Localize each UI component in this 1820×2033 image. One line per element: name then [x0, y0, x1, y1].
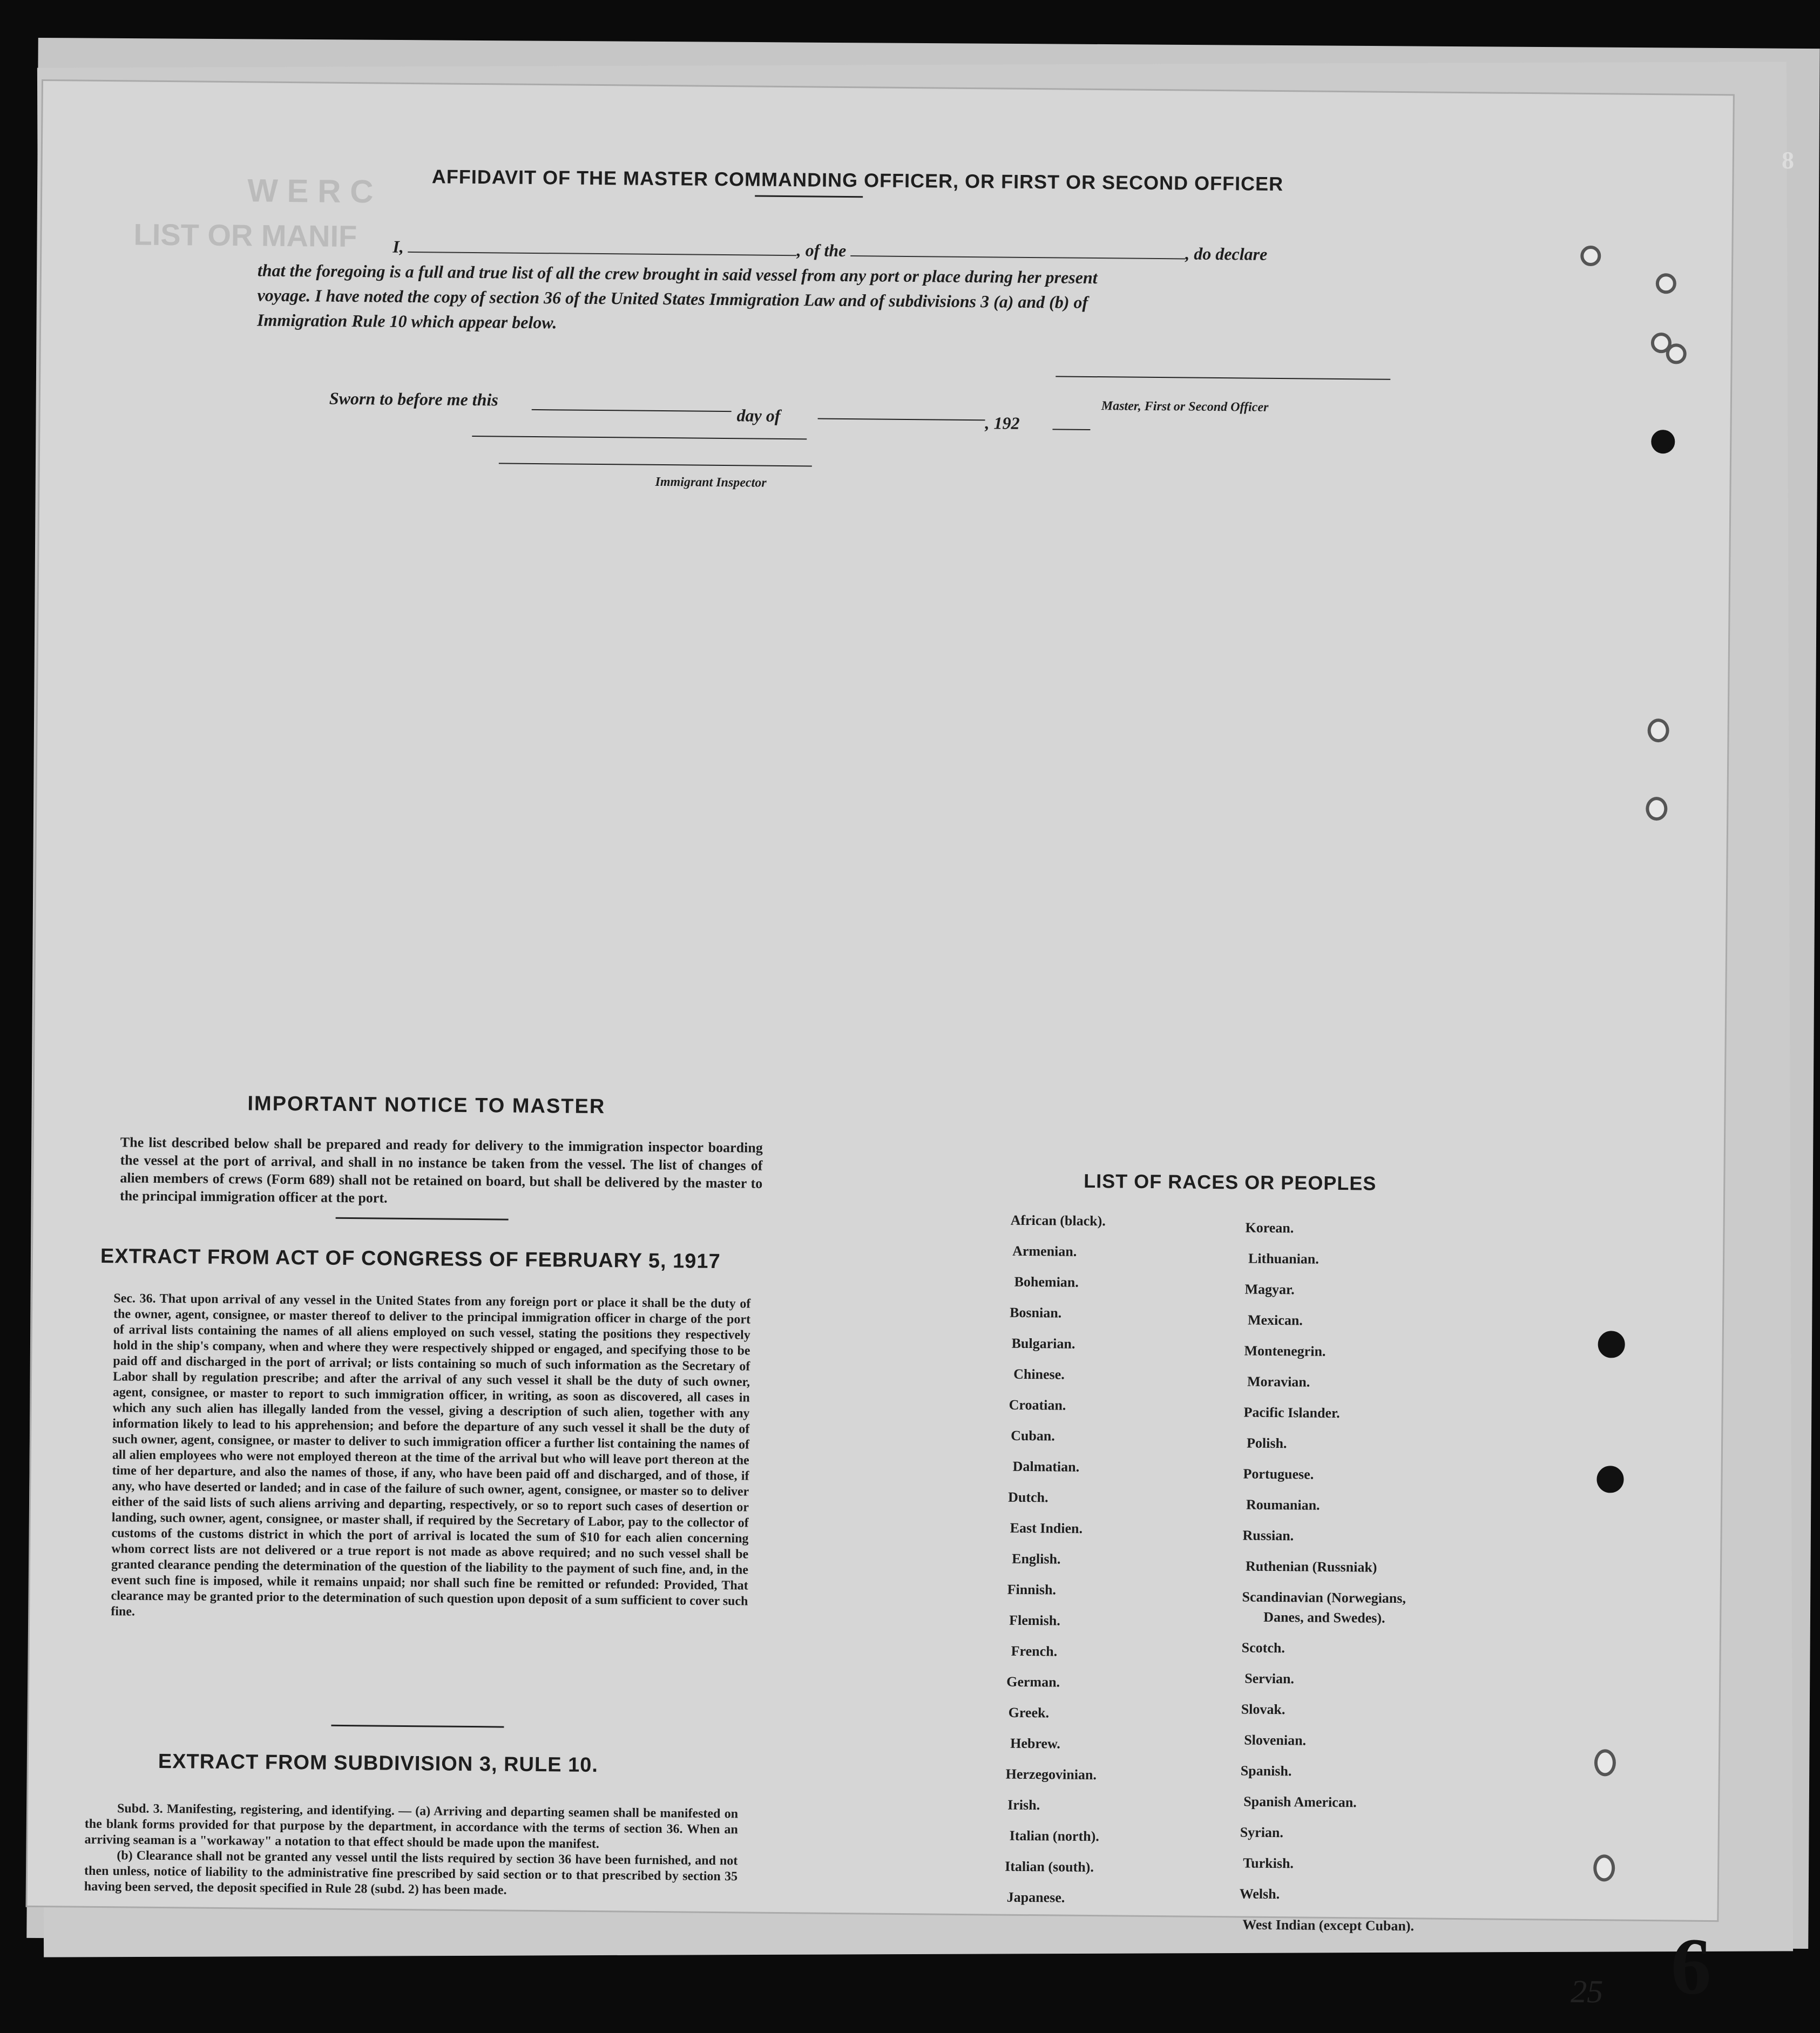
- inspector-signature-line: [472, 436, 807, 439]
- corner-number: 8: [1782, 146, 1794, 174]
- punch-hole: [1651, 430, 1675, 453]
- inspector-caption: Immigrant Inspector: [655, 475, 767, 490]
- race-item: Irish.: [1007, 1797, 1040, 1813]
- day-blank: [532, 409, 732, 412]
- punch-hole: [1666, 343, 1687, 364]
- handwritten-number: 25: [1570, 1973, 1604, 2010]
- year-blank: [1052, 429, 1090, 430]
- affidavit-title: AFFIDAVIT OF THE MASTER COMMANDING OFFICER, OR FIRST OR SECOND OFFICER: [431, 165, 1284, 195]
- punch-hole: [1594, 1749, 1616, 1776]
- act-extract-body: Sec. 36. That upon arrival of any vessel in the United States from any foreign port or place it shall be the duty of the owner, agent, consignee, or master thereof to deliver to the principal immigration officer in charge of the port of arrival lists containing the names of all aliens employed on such vessel, stating the positions they respectively hold in the ship's company, when and where they were respectively shipped or engaged, and specifying those to be paid off and discharged in the port of arrival; or lists containing so much of such information as the Secretary of Labor shall by regulation prescribe; and after the arrival of any such vessel it shall be the duty of such owner, agent, consignee, or master to report to such immigration officer, in writing, as soon as discovered, all cases in which any such alien has illegally landed from the vessel, giving a description of such alien, together with any information likely to lead to his apprehension; and before the departure of any such vessel it shall be the duty of such owner, agent, consignee, or master to deliver to such immigration officer a further list containing the names of all alien employees who were not employed thereon at the time of the arrival but who will leave port thereon at the time of her departure, and also the names of those, if any, who have been paid off and discharged, and of those, if any, who have deserted or landed; and in case of the failure of such owner, agent, consignee, or master so to deliver either of the said lists of such aliens arriving and departing, respectively, or so to report such cases of desertion or landing, such owner, agent, consignee, or master shall, if required by the Secretary of Labor, pay to the collector of customs of the customs district in which the port of arrival is located the sum of $10 for each alien concerning whom correct lists are not delivered or a true report is not made as above required; and no such vessel shall be granted clearance pending the determination of the question of the liability to the payment of such fine, and, in the event such fine is imposed, while it remains unpaid; nor shall such fine be remitted or refunded: Provided, That clearance may be granted prior to the determination of such question upon deposit of a sum sufficient to cover such fine.: [111, 1291, 751, 1619]
- race-item: Magyar.: [1244, 1281, 1295, 1298]
- race-item: Turkish.: [1243, 1855, 1294, 1872]
- master-signature-line: [1056, 376, 1390, 380]
- affidavit-line4: Immigration Rule 10 which appear below.: [256, 310, 557, 333]
- race-item: West Indian (except Cuban).: [1242, 1916, 1415, 1934]
- race-item: Slovak.: [1241, 1701, 1285, 1718]
- vessel-name-blank: [850, 240, 1185, 259]
- act-divider: [331, 1725, 504, 1728]
- rule-extract-title: EXTRACT FROM SUBDIVISION 3, RULE 10.: [158, 1750, 599, 1777]
- punch-hole: [1656, 273, 1676, 294]
- punch-hole: [1647, 719, 1669, 742]
- bleed-through-text: W E R C: [247, 172, 374, 210]
- affidavit-line3: voyage. I have noted the copy of section 36 of the United States Immigration Law and of subdivisions 3 (a) and (b) of: [257, 285, 1088, 312]
- race-item: Moravian.: [1247, 1373, 1310, 1390]
- title-underline: [755, 195, 863, 198]
- races-title: LIST OF RACES OR PEOPLES: [1084, 1169, 1377, 1195]
- race-item: Servian.: [1244, 1670, 1295, 1687]
- race-item: Bohemian.: [1014, 1273, 1079, 1290]
- affidavit-text: [257, 233, 1397, 342]
- punch-hole: [1593, 1854, 1615, 1881]
- race-item: Syrian.: [1240, 1824, 1284, 1841]
- race-item: Chinese.: [1013, 1366, 1065, 1383]
- race-item: Scandinavian (Norwegians,: [1242, 1589, 1406, 1607]
- race-item: Russian.: [1242, 1527, 1294, 1544]
- race-item: Bulgarian.: [1011, 1335, 1075, 1352]
- race-item: English.: [1012, 1550, 1061, 1567]
- master-caption: Master, First or Second Officer: [1101, 399, 1269, 415]
- race-item: African (black).: [1010, 1212, 1106, 1229]
- punch-hole: [1598, 1331, 1625, 1358]
- race-item: Bosnian.: [1010, 1304, 1062, 1321]
- race-item: Spanish.: [1240, 1763, 1292, 1779]
- race-item: Finnish.: [1007, 1581, 1057, 1598]
- act-extract-title: EXTRACT FROM ACT OF CONGRESS OF FEBRUARY 5, 1917: [100, 1245, 721, 1273]
- race-item: Flemish.: [1009, 1612, 1060, 1629]
- race-item: Herzegovinian.: [1005, 1766, 1097, 1783]
- month-blank: [818, 418, 985, 421]
- rule-subd-a: Subd. 3. Manifesting, registering, and identifying. — (a) Arriving and departing seamen shall be manifested on the blank forms provided for that purpose by the department, in accordance with the terms of section 36. When an arriving seaman is a "workaway" a notation to that effect should be made upon the manifest.: [84, 1801, 739, 1852]
- race-item: Greek.: [1008, 1704, 1050, 1721]
- page-stamp-number: 6: [1670, 1921, 1712, 2012]
- race-item: Italian (north).: [1009, 1827, 1099, 1845]
- affidavit-declare: , do declare: [1185, 243, 1268, 264]
- notice-body: The list described below shall be prepared and ready for delivery to the immigration inspector boarding the vessel at the port of arrival, and shall in no instance be taken from the vessel. The list of changes of alien members of crews (Form 689) shall not be retained on board, but shall be delivered by the master to the principal immigration officer at the port.: [119, 1134, 763, 1206]
- affidavit-of-the: , of the: [796, 240, 847, 260]
- race-item: Italian (south).: [1005, 1858, 1094, 1875]
- race-item: Croatian.: [1009, 1397, 1066, 1413]
- race-item: Montenegrin.: [1244, 1343, 1326, 1359]
- race-item: Pacific Islander.: [1243, 1404, 1340, 1421]
- race-item: Welsh.: [1239, 1886, 1280, 1902]
- punch-hole: [1580, 246, 1601, 266]
- race-item: Hebrew.: [1010, 1735, 1061, 1752]
- rule-extract-body: [84, 1801, 738, 1901]
- race-item: Scotch.: [1241, 1639, 1285, 1656]
- race-item: French.: [1011, 1643, 1058, 1659]
- manifest-page: [28, 81, 1733, 2012]
- affidavit-line2: that the foregoing is a full and true list of all the crew brought in said vessel from any port or place during her present: [257, 260, 1098, 288]
- race-item: Japanese.: [1006, 1889, 1065, 1906]
- notice-title: IMPORTANT NOTICE TO MASTER: [247, 1092, 606, 1119]
- race-item: Cuban.: [1011, 1427, 1055, 1444]
- master-name-blank: [408, 236, 797, 256]
- affidavit-i: I,: [393, 236, 404, 256]
- sworn-label: Sworn to before me this: [329, 388, 498, 410]
- punch-hole: [1646, 797, 1667, 821]
- punch-hole: [1596, 1466, 1623, 1493]
- rule-subd-b: (b) Clearance shall not be granted any vessel until the lists required by section 36 have been furnished, and not then unless, notice of liability to the administrative fine prescribed by said section or to that prescribed by section 35 having been served, the deposit specified in Rule 28 (subd. 2) has been made.: [84, 1848, 738, 1898]
- inspector-signature-line: [499, 463, 812, 466]
- race-item: Roumanian.: [1246, 1496, 1320, 1513]
- race-item: Polish.: [1246, 1435, 1287, 1452]
- bleed-through-text: LIST OR MANIF: [133, 217, 357, 254]
- day-of-label: day of: [736, 405, 781, 425]
- notice-divider: [336, 1217, 509, 1221]
- race-item: Ruthenian (Russniak): [1245, 1558, 1377, 1575]
- race-item: German.: [1006, 1673, 1060, 1690]
- race-item: Korean.: [1245, 1219, 1294, 1236]
- year-label: , 192: [985, 413, 1020, 433]
- race-item: Spanish American.: [1243, 1793, 1357, 1811]
- race-item: Slovenian.: [1244, 1732, 1307, 1749]
- race-item: East Indien.: [1010, 1520, 1083, 1536]
- race-item: Mexican.: [1247, 1312, 1303, 1329]
- race-item: Danes, and Swedes).: [1263, 1609, 1385, 1626]
- race-item: Lithuanian.: [1248, 1250, 1319, 1267]
- race-item: Dutch.: [1008, 1489, 1048, 1506]
- race-item: Portuguese.: [1243, 1466, 1314, 1482]
- race-item: Dalmatian.: [1012, 1458, 1080, 1475]
- race-item: Armenian.: [1012, 1243, 1077, 1259]
